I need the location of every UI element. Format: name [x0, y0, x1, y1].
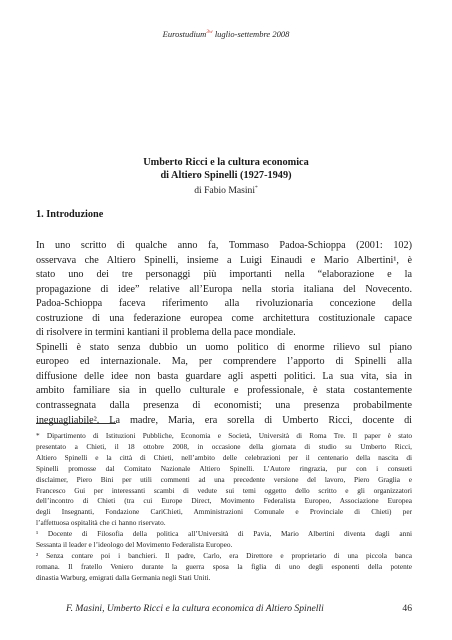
page-number: 46 [402, 603, 412, 614]
footnote-line: ¹ Docente di Filosofia della politica all’Università di Pavia, Mario Albertini diventa dagli anni [36, 529, 412, 539]
body-line: Padoa-Schioppa faceva riferimento alla rivoluzionaria concezione della [36, 298, 412, 310]
author-footnote-marker: * [255, 185, 258, 191]
body-line: diffusione delle idee non basta guardare agli aspetti politici. La sua vita, sia in [36, 370, 412, 382]
article-title-line-2: di Altiero Spinelli (1927-1949) [160, 170, 292, 181]
body-line: ambito familiare sia in quello culturale e professionale, è stata costantemente [36, 385, 412, 397]
journal-name: Eurostudium [162, 29, 207, 39]
footnote-line: dinastia Warburg, emigrati dalla Germania negli Stati Uniti. [36, 572, 211, 582]
section-heading: 1. Introduzione [36, 209, 104, 220]
footnote-line: dell’incontro di Chieti (tra cui Europe Direct, Movimento Federalista Europeo, Associazione Europea [36, 496, 412, 506]
footnote-separator [36, 423, 116, 424]
footnote-line: Altiero Spinelli e la città di Chieti, nell’ambito delle celebrazioni per il centenario della nascita di [36, 452, 412, 462]
journal-superscript: 3w [206, 29, 213, 36]
issue-date: luglio-settembre 2008 [212, 29, 290, 39]
body-line: di risolvere in termini kantiani il problema della pace mondiale. [36, 327, 296, 339]
footnote-line: ² Senza contare poi i banchieri. Il padre, Carlo, era Direttore e proprietario di una piccola banca [36, 550, 412, 560]
body-line: stato uno dei tre personaggi più importanti nella “elaborazione e la [36, 269, 412, 281]
body-line: europeo ed internazionale. Ma, per comprendere l’apporto di Spinelli alla [36, 356, 412, 368]
footnote-line: Sessanta il leader e l’ideologo del Movimento Federalista Europeo. [36, 540, 233, 550]
body-line: propagazione di idee” relative all’Europa nella storia italiana del Novecento. [36, 283, 412, 295]
author-byline [0, 182, 452, 197]
running-header [0, 29, 452, 39]
article-title-block [0, 156, 452, 197]
article-title-line-1: Umberto Ricci e la cultura economica [143, 157, 309, 168]
body-line: contrassegnata dalla presenza di economisti; una presenza probabilmente [36, 400, 412, 412]
footnotes [36, 431, 412, 584]
footnote-line: l’affettuosa ospitalità che ci hanno riservato. [36, 518, 166, 528]
body-text [36, 239, 412, 428]
body-line: costruzione di una federazione europea come architettura costituzionale capace [36, 312, 412, 324]
author-name: di Fabio Masini [194, 185, 255, 197]
body-line: osservava che Altiero Spinelli, insieme a Luigi Einaudi e Mario Albertini¹, è [36, 254, 412, 266]
footnote-line: Spinelli promosse dal Comitato Nazionale Altiero Spinelli. L’Autore ringrazia, pur con i consueti [36, 463, 412, 473]
body-line: Spinelli è stato senza dubbio un uomo politico di enorme rilievo sul piano [36, 341, 412, 353]
footnote-line: degli Insegnanti, Fondazione CariChieti, Amministrazioni Comunale e Provinciale di Chieti) per [36, 507, 412, 517]
footnote-line: Francesco Gui per interessanti scambi di vedute sui temi oggetto dello scritto e gli organizzatori [36, 485, 412, 495]
footnote-line: presentato a Chieti, il 18 ottobre 2008, in occasione della giornata di studio su Umberto Ricci, [36, 441, 412, 451]
body-line: In uno scritto di qualche anno fa, Tommaso Padoa-Schioppa (2001: 102) [36, 240, 412, 251]
body-line: ineguagliabile². La madre, Maria, era sorella di Umberto Ricci, docente di [36, 414, 412, 426]
footnote-line: disclaimer, Piero Bini per utili commenti ad una precedente versione del lavoro, Piero Graglia e [36, 474, 412, 484]
footnote-line: * Dipartimento di Istituzioni Pubbliche, Economia e Società, Università di Roma Tre. Il paper è stato [36, 431, 412, 440]
footnote-line: romana. Il fratello Veniero durante la guerra sposa la figlia di uno degli esponenti della potente [36, 561, 412, 571]
footer-citation: F. Masini, Umberto Ricci e la cultura economica di Altiero Spinelli [66, 603, 324, 614]
